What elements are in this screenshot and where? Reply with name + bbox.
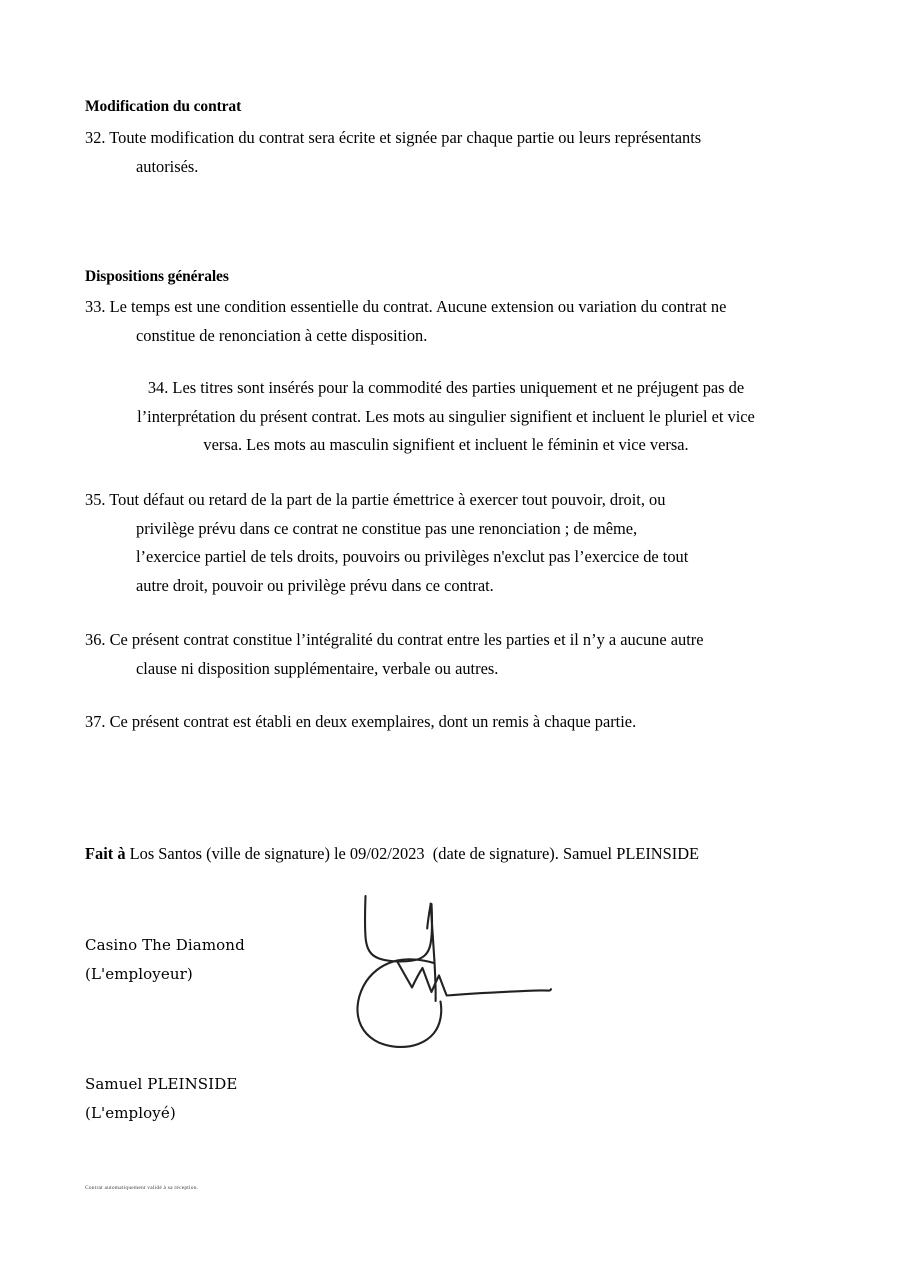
- employer-role: (L'employeur): [85, 965, 193, 983]
- clause-33-line-1: 33. Le temps est une condition essentielle du contrat. Aucune extension ou variation du contrat ne: [85, 297, 727, 316]
- signature-place-date-rest: Los Santos (ville de signature) le 09/02/2023 (date de signature). Samuel PLEINSIDE: [125, 844, 700, 863]
- clause-35: [85, 486, 807, 600]
- party-employer: [85, 931, 245, 989]
- clause-32: [85, 124, 807, 181]
- clause-32-line-1: 32. Toute modification du contrat sera écrite et signée par chaque partie ou leurs représentants: [85, 128, 702, 147]
- clause-37: [85, 708, 807, 737]
- clause-36-line-1: 36. Ce présent contrat constitue l’intégralité du contrat entre les parties et il n’y a aucune autre: [85, 630, 704, 649]
- handwritten-signature-icon: [330, 885, 570, 1060]
- clause-34-line-1: 34. Les titres sont insérés pour la commodité des parties uniquement et ne préjugent pas de: [147, 378, 745, 397]
- employee-role: (L'employé): [85, 1104, 176, 1122]
- section-heading-dispositions-generales: Dispositions générales: [85, 268, 229, 285]
- clause-32-line-2: autorisés.: [136, 156, 199, 176]
- section-heading-modification: Modification du contrat: [85, 98, 242, 115]
- employer-name: Casino The Diamond: [85, 936, 245, 954]
- party-employee: [85, 1070, 237, 1128]
- clause-35-line-2: privilège prévu dans ce contrat ne constitue pas une renonciation ; de même,: [136, 518, 638, 538]
- employee-name: Samuel PLEINSIDE: [85, 1075, 238, 1093]
- clause-34: [85, 374, 807, 460]
- clause-36-line-2: clause ni disposition supplémentaire, verbale ou autres.: [136, 658, 499, 678]
- auto-validation-footnote: Contrat automatiquement validé à sa réception.: [85, 1185, 199, 1191]
- clause-34-line-2: l’interprétation du présent contrat. Les mots au singulier signifient et incluent le pluriel et vice: [137, 406, 755, 426]
- clause-33: [85, 293, 807, 350]
- clause-35-line-1: 35. Tout défaut ou retard de la part de la partie émettrice à exercer tout pouvoir, droit, ou: [85, 490, 666, 509]
- clause-34-line-3: versa. Les mots au masculin signifient et incluent le féminin et vice versa.: [203, 435, 689, 454]
- signature-place-date-line: [85, 843, 699, 865]
- fait-a-label: Fait à: [85, 844, 126, 863]
- clause-35-line-4: autre droit, pouvoir ou privilège prévu dans ce contrat.: [136, 575, 494, 595]
- clause-33-line-2: constitue de renonciation à cette disposition.: [136, 325, 428, 345]
- clause-35-line-3: l’exercice partiel de tels droits, pouvoirs ou privilèges n'exclut pas l’exercice de tout: [136, 547, 689, 566]
- clause-36: [85, 626, 807, 683]
- clause-37-line-1: 37. Ce présent contrat est établi en deux exemplaires, dont un remis à chaque partie.: [85, 712, 637, 731]
